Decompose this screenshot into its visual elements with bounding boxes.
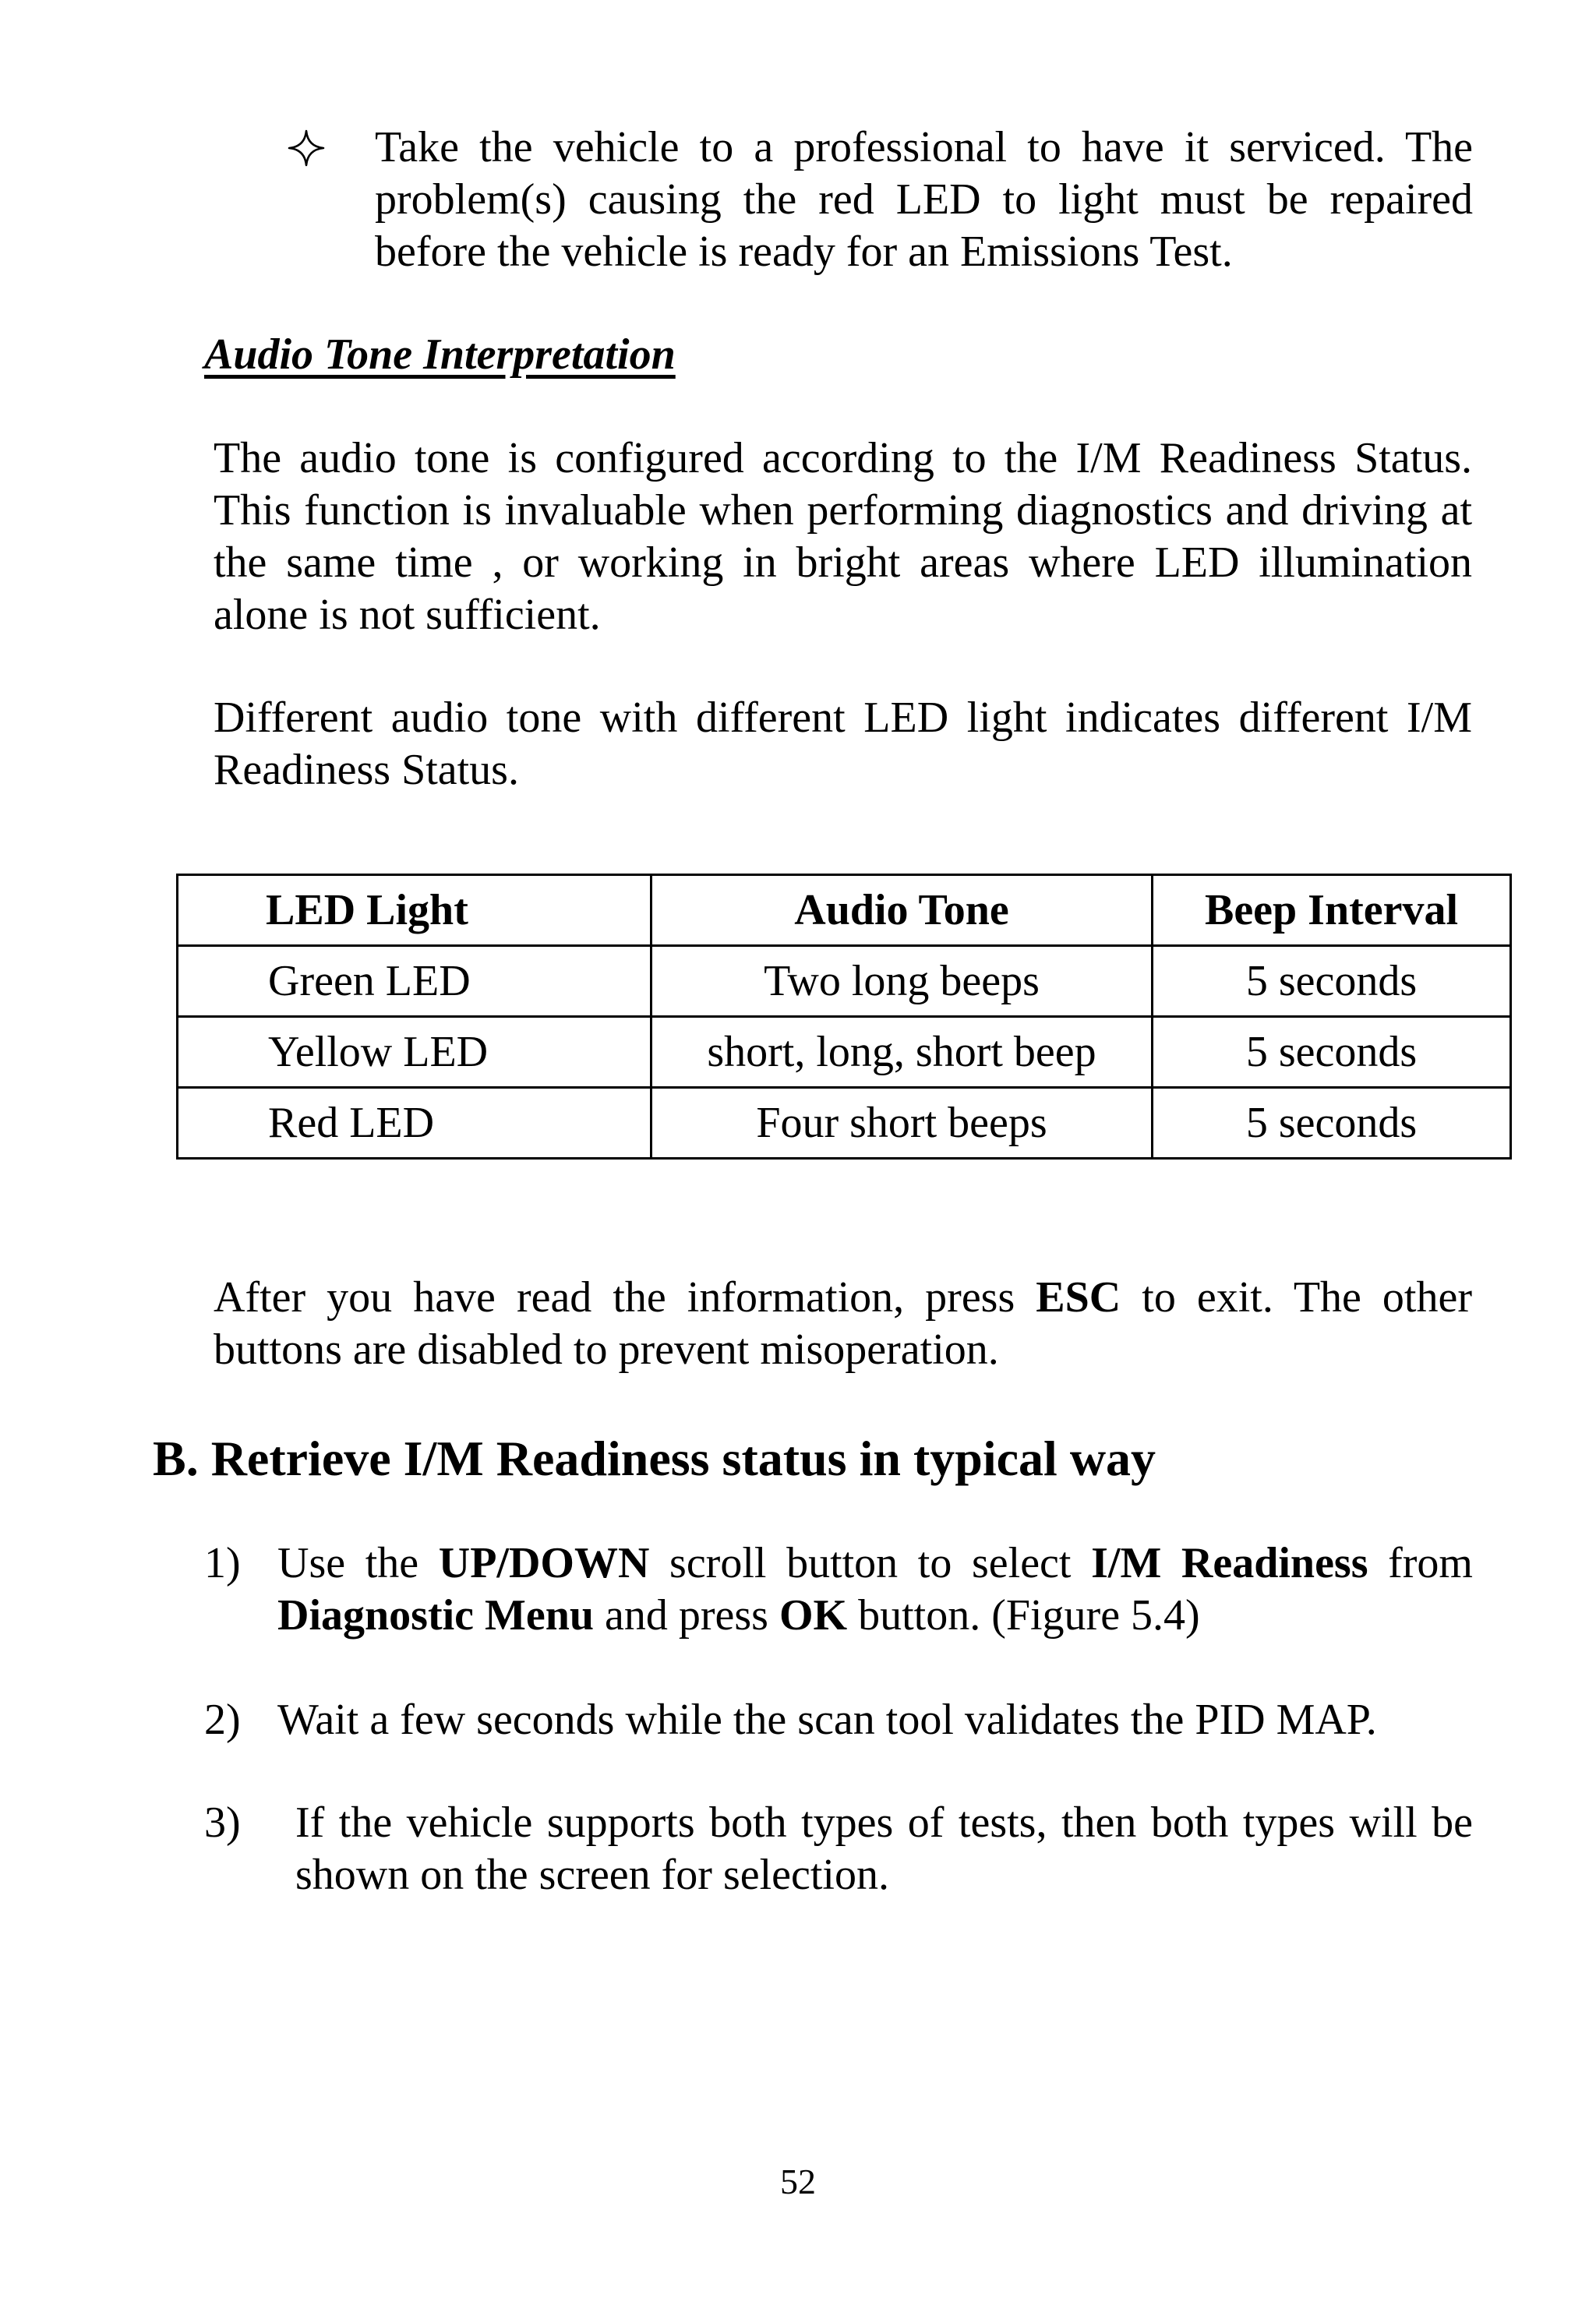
text-run: Use the (277, 1539, 439, 1587)
step-number: 2) (204, 1696, 241, 1744)
text-run: scroll button to select (649, 1539, 1092, 1587)
table-cell: Green LED (178, 946, 651, 1017)
table-header-cell: Audio Tone (651, 875, 1153, 946)
esc-key-label: ESC (1036, 1273, 1121, 1322)
im-readiness-label: I/M Readiness (1091, 1539, 1368, 1587)
table-cell: Four short beeps (651, 1088, 1153, 1159)
table-header-cell: Beep Interval (1153, 875, 1511, 946)
bullet-text: Take the vehicle to a professional to have it serviced. The problem(s) causing the red LED to light must be repaired before the vehicle is ready for an Emissions Test. (375, 123, 1473, 276)
step-number: 3) (204, 1799, 241, 1847)
step-text (277, 1537, 1473, 1642)
table-row (178, 946, 1511, 1017)
after-reading-paragraph (214, 1272, 1472, 1376)
text-run: from (1368, 1539, 1473, 1587)
table-header-row (178, 875, 1511, 946)
step-text: If the vehicle supports both types of tests, then both types will be shown on the screen for selection. (295, 1799, 1473, 1899)
different-tone-paragraph: Different audio tone with different LED light indicates different I/M Readiness Status. (214, 694, 1472, 794)
diagnostic-menu-label: Diagnostic Menu (277, 1591, 594, 1640)
text-run: button. (Figure 5.4) (847, 1591, 1200, 1640)
section-title: Audio Tone Interpretation (204, 330, 676, 379)
page-number: 52 (780, 2162, 816, 2201)
audio-tone-table (176, 874, 1512, 1160)
text-run: After you have read the information, press (214, 1273, 1036, 1322)
table-row (178, 1088, 1511, 1159)
section-b-heading: B. Retrieve I/M Readiness status in typical way (153, 1431, 1156, 1486)
table-cell: Two long beeps (651, 946, 1153, 1017)
table-cell: Red LED (178, 1088, 651, 1159)
text-run: to exit. The other buttons are disabled to prevent misoperation. (214, 1273, 1472, 1374)
table-row (178, 1017, 1511, 1088)
four-point-star-outline-icon (284, 126, 328, 170)
step-number: 1) (204, 1539, 241, 1587)
table-cell: 5 seconds (1153, 1017, 1511, 1088)
ok-key-label: OK (779, 1591, 848, 1640)
table-cell: Yellow LED (178, 1017, 651, 1088)
audio-paragraph: The audio tone is configured according to the I/M Readiness Status. This function is invaluable when performing diagnostics and driving at the same time , or working in bright areas where LED illumination alone is not sufficient. (214, 434, 1472, 639)
step-text: Wait a few seconds while the scan tool validates the PID MAP. (277, 1696, 1377, 1744)
updown-key-label: UP/DOWN (438, 1539, 650, 1587)
table-cell: 5 seconds (1153, 946, 1511, 1017)
table-cell: 5 seconds (1153, 1088, 1511, 1159)
table-header-cell: LED Light (178, 875, 651, 946)
text-run: and press (594, 1591, 779, 1640)
table-cell: short, long, short beep (651, 1017, 1153, 1088)
